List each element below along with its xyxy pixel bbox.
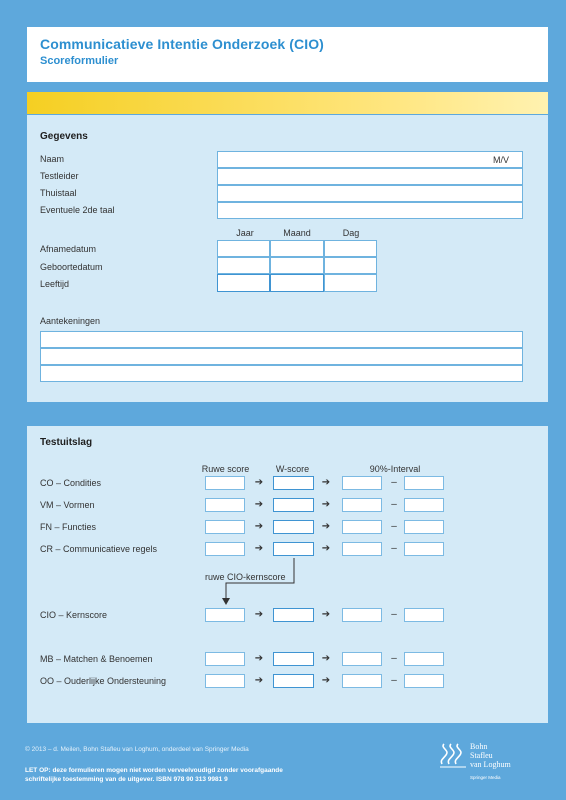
label-afnamedatum: Afnamedatum — [40, 244, 97, 254]
arrow-icon: ➔ — [321, 653, 331, 664]
dash: – — [391, 477, 397, 488]
header-maand: Maand — [283, 228, 311, 238]
kern-interval-low[interactable] — [342, 608, 382, 622]
testleider-field[interactable] — [217, 168, 523, 185]
cr-interval-low[interactable] — [342, 542, 382, 556]
label-thuistaal: Thuistaal — [40, 188, 77, 198]
afname-jaar[interactable] — [217, 240, 270, 257]
afname-maand[interactable] — [270, 240, 324, 257]
geboorte-jaar[interactable] — [217, 257, 270, 274]
leeftijd-maand[interactable] — [270, 274, 324, 292]
kern-ruwe-score[interactable] — [205, 608, 245, 622]
label-geboortedatum: Geboortedatum — [40, 262, 103, 272]
fn-ruwe-score[interactable] — [205, 520, 245, 534]
publisher-line-3: van Loghum — [470, 760, 511, 769]
testuitslag-heading: Testuitslag — [40, 437, 93, 448]
notes-line-3[interactable] — [40, 365, 523, 382]
label-leeftijd: Leeftijd — [40, 279, 70, 289]
gender-hint: M/V — [493, 155, 510, 165]
cr-w-score[interactable] — [273, 542, 314, 556]
dash: – — [391, 499, 397, 510]
dash: – — [391, 543, 397, 554]
co-interval-low[interactable] — [342, 476, 382, 490]
oo-interval-high[interactable] — [404, 674, 444, 688]
co-interval-high[interactable] — [404, 476, 444, 490]
arrow-icon: ➔ — [254, 499, 264, 510]
mb-w-score[interactable] — [273, 652, 314, 666]
publisher-sub: Springer Media — [470, 775, 501, 780]
publisher-name — [470, 742, 511, 769]
arrow-icon: ➔ — [254, 653, 264, 664]
arrow-icon: ➔ — [254, 675, 264, 686]
arrow-icon: ➔ — [321, 499, 331, 510]
vm-interval-high[interactable] — [404, 498, 444, 512]
dash: – — [391, 653, 397, 664]
vm-interval-low[interactable] — [342, 498, 382, 512]
arrow-icon: ➔ — [321, 675, 331, 686]
label-cr: CR – Communicatieve regels — [40, 544, 158, 554]
label-vm: VM – Vormen — [40, 500, 95, 510]
arrow-icon: ➔ — [321, 609, 331, 620]
label-naam: Naam — [40, 154, 65, 164]
dash: – — [391, 521, 397, 532]
cr-interval-high[interactable] — [404, 542, 444, 556]
header-jaar: Jaar — [236, 228, 254, 238]
cr-ruwe-score[interactable] — [205, 542, 245, 556]
yellow-banner — [27, 92, 548, 114]
oo-interval-low[interactable] — [342, 674, 382, 688]
afname-dag[interactable] — [324, 240, 377, 257]
arrow-icon: ➔ — [254, 543, 264, 554]
arrow-icon: ➔ — [254, 609, 264, 620]
fn-interval-low[interactable] — [342, 520, 382, 534]
header-dag: Dag — [342, 228, 360, 238]
label-aantekeningen: Aantekeningen — [40, 316, 101, 326]
label-ruwe-kernscore: ruwe CIO-kernscore — [205, 572, 286, 582]
arrow-icon: ➔ — [254, 477, 264, 488]
co-ruwe-score[interactable] — [205, 476, 245, 490]
label-mb: MB – Matchen & Benoemen — [40, 654, 153, 664]
fn-w-score[interactable] — [273, 520, 314, 534]
form-title: Communicatieve Intentie Onderzoek (CIO) — [40, 36, 324, 52]
oo-w-score[interactable] — [273, 674, 314, 688]
form-subtitle: Scoreformulier — [40, 55, 119, 67]
gegevens-heading: Gegevens — [40, 131, 88, 142]
header-ruwe-score: Ruwe score — [201, 464, 250, 474]
warning-line-1: LET OP: deze formulieren mogen niet worden verveelvoudigd zonder voorafgaande — [25, 767, 283, 774]
naam-field[interactable] — [217, 151, 523, 168]
2de-taal-field[interactable] — [217, 202, 523, 219]
arrow-icon: ➔ — [321, 543, 331, 554]
kern-w-score[interactable] — [273, 608, 314, 622]
label-fn: FN – Functies — [40, 522, 97, 532]
fn-interval-high[interactable] — [404, 520, 444, 534]
arrow-icon: ➔ — [321, 521, 331, 532]
mb-interval-high[interactable] — [404, 652, 444, 666]
dash: – — [391, 609, 397, 620]
publisher-logo-icon — [438, 740, 468, 770]
label-cio-kernscore: CIO – Kernscore — [40, 610, 108, 620]
co-w-score[interactable] — [273, 476, 314, 490]
arrow-icon: ➔ — [321, 477, 331, 488]
arrow-icon: ➔ — [254, 521, 264, 532]
vm-w-score[interactable] — [273, 498, 314, 512]
label-testleider: Testleider — [40, 171, 79, 181]
label-2de-taal: Eventuele 2de taal — [40, 205, 115, 215]
dash: – — [391, 675, 397, 686]
header-w-score: W-score — [275, 464, 310, 474]
label-co: CO – Condities — [40, 478, 102, 488]
kern-interval-high[interactable] — [404, 608, 444, 622]
notes-line-2[interactable] — [40, 348, 523, 365]
mb-ruwe-score[interactable] — [205, 652, 245, 666]
geboorte-dag[interactable] — [324, 257, 377, 274]
leeftijd-jaar[interactable] — [217, 274, 270, 292]
vm-ruwe-score[interactable] — [205, 498, 245, 512]
leeftijd-dag[interactable] — [324, 274, 377, 292]
thuistaal-field[interactable] — [217, 185, 523, 202]
copyright-text: © 2013 – d. Meilen, Bohn Stafleu van Loghum, onderdeel van Springer Media — [25, 746, 249, 753]
warning-line-2: schriftelijke toestemming van de uitgever. ISBN 978 90 313 9981 9 — [25, 776, 228, 783]
label-oo: OO – Ouderlijke Ondersteuning — [40, 676, 167, 686]
geboorte-maand[interactable] — [270, 257, 324, 274]
mb-interval-low[interactable] — [342, 652, 382, 666]
header-interval: 90%-Interval — [369, 464, 421, 474]
publisher-line-1: Bohn — [470, 742, 488, 751]
oo-ruwe-score[interactable] — [205, 674, 245, 688]
copyright-warning — [25, 766, 283, 784]
publisher-line-2: Stafleu — [470, 751, 493, 760]
notes-line-1[interactable] — [40, 331, 523, 348]
